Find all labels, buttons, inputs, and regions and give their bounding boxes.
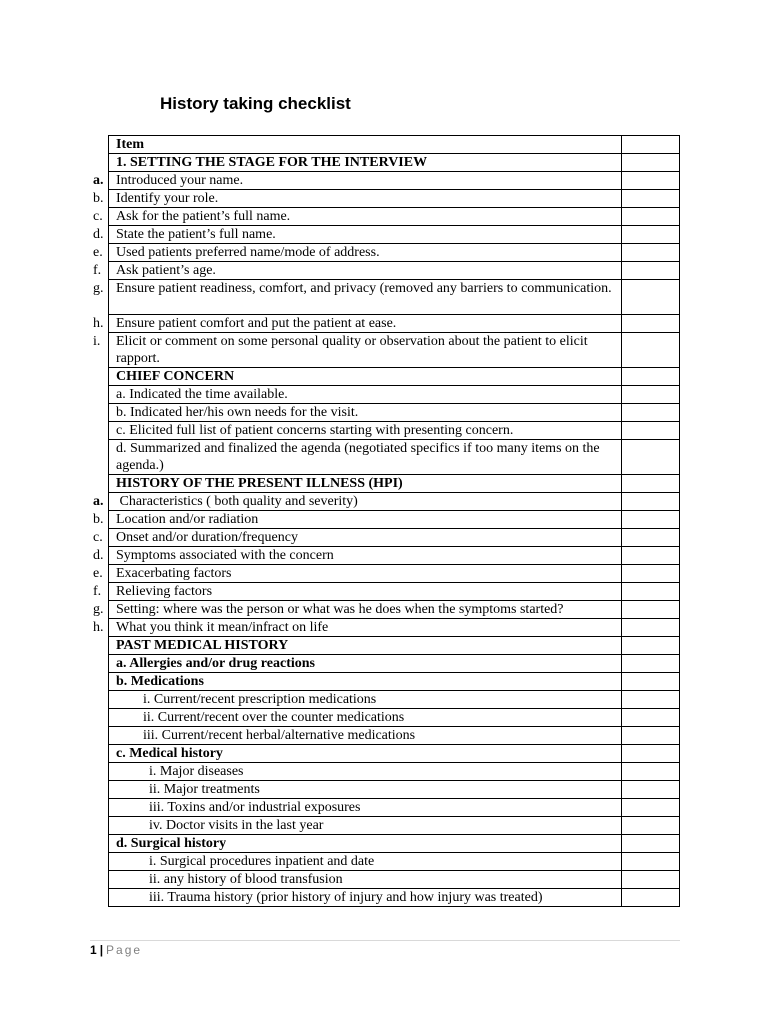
table-row — [109, 208, 680, 226]
check-cell[interactable] — [622, 655, 680, 673]
item-label: d. — [93, 548, 104, 563]
table-row — [109, 315, 680, 333]
table-row — [109, 511, 680, 529]
section-row — [109, 475, 680, 493]
item-cell: iii. Toxins and/or industrial exposures — [109, 799, 622, 817]
table-row — [109, 529, 680, 547]
check-cell[interactable] — [622, 637, 680, 655]
page-label: Page — [106, 943, 143, 957]
check-cell[interactable] — [622, 673, 680, 691]
item-cell — [93, 619, 622, 637]
table-row — [109, 172, 680, 190]
check-cell[interactable] — [622, 333, 680, 368]
check-cell[interactable] — [622, 565, 680, 583]
item-cell — [93, 511, 622, 529]
item-label: h. — [93, 620, 104, 635]
check-cell[interactable] — [622, 619, 680, 637]
item-cell: c. Elicited full list of patient concerns starting with presenting concern. — [109, 422, 622, 440]
item-text: State the patient’s full name. — [116, 227, 276, 242]
item-cell — [93, 244, 622, 262]
check-cell[interactable] — [622, 817, 680, 835]
check-cell[interactable] — [622, 511, 680, 529]
item-cell — [93, 315, 622, 333]
item-cell — [93, 190, 622, 208]
item-text: What you think it mean/infract on life — [116, 620, 329, 635]
subsection-heading: c. Medical history — [109, 745, 622, 763]
item-cell: a. Indicated the time available. — [109, 386, 622, 404]
checklist-table — [93, 135, 680, 907]
item-cell: i. Major diseases — [109, 763, 622, 781]
item-label: g. — [93, 602, 104, 617]
item-label: h. — [93, 316, 104, 331]
check-cell[interactable] — [622, 154, 680, 172]
check-cell[interactable] — [622, 368, 680, 386]
check-cell[interactable] — [622, 404, 680, 422]
table-row — [109, 404, 680, 422]
check-cell[interactable] — [622, 315, 680, 333]
item-cell — [93, 547, 622, 565]
check-cell[interactable] — [622, 889, 680, 907]
item-label: d. — [93, 227, 104, 242]
check-cell[interactable] — [622, 244, 680, 262]
item-text: Identify your role. — [116, 191, 219, 206]
item-cell: b. Indicated her/his own needs for the visit. — [109, 404, 622, 422]
item-cell — [93, 208, 622, 226]
item-text: Symptoms associated with the concern — [116, 548, 334, 563]
check-cell[interactable] — [622, 835, 680, 853]
table-row — [109, 565, 680, 583]
item-cell — [93, 226, 622, 244]
subsection-row — [109, 655, 680, 673]
item-cell: ii. Major treatments — [109, 781, 622, 799]
item-label: c. — [93, 209, 103, 224]
table-row — [109, 547, 680, 565]
item-text: Location and/or radiation — [116, 512, 259, 527]
item-label: e. — [93, 566, 103, 581]
section-row — [109, 637, 680, 655]
check-cell[interactable] — [622, 190, 680, 208]
item-cell: iv. Doctor visits in the last year — [109, 817, 622, 835]
check-cell[interactable] — [622, 853, 680, 871]
item-text: Elicit or comment on some personal quality or observation about the patient to elicit rapport. — [116, 334, 588, 366]
check-cell[interactable] — [622, 136, 680, 154]
item-label: f. — [93, 584, 102, 599]
table-row — [109, 817, 680, 835]
check-cell[interactable] — [622, 386, 680, 404]
check-cell[interactable] — [622, 493, 680, 511]
item-cell — [93, 601, 622, 619]
table-row — [109, 190, 680, 208]
table-row — [109, 709, 680, 727]
item-cell: i. Current/recent prescription medications — [109, 691, 622, 709]
table-row — [109, 333, 680, 368]
table-row — [109, 727, 680, 745]
check-cell[interactable] — [622, 440, 680, 475]
item-cell: iii. Current/recent herbal/alternative medications — [109, 727, 622, 745]
page-footer — [90, 943, 142, 957]
check-cell[interactable] — [622, 601, 680, 619]
item-label: e. — [93, 245, 103, 260]
item-text: Ensure patient readiness, comfort, and privacy (removed any barriers to communication. — [116, 281, 612, 296]
item-text: Setting: where was the person or what was he does when the symptoms started? — [116, 602, 564, 617]
check-cell[interactable] — [622, 691, 680, 709]
item-cell — [93, 493, 622, 511]
table-row — [109, 226, 680, 244]
item-cell — [93, 583, 622, 601]
check-cell[interactable] — [622, 583, 680, 601]
item-text: Ask patient’s age. — [116, 263, 216, 278]
table-row — [109, 386, 680, 404]
page-separator: | — [99, 943, 104, 957]
check-cell[interactable] — [622, 799, 680, 817]
table-row — [109, 244, 680, 262]
item-label: f. — [93, 263, 102, 278]
footer-divider — [90, 940, 680, 941]
section-row — [109, 368, 680, 386]
item-column-header: Item — [109, 136, 622, 154]
section-heading: 1. SETTING THE STAGE FOR THE INTERVIEW — [109, 154, 622, 172]
subsection-heading: d. Surgical history — [109, 835, 622, 853]
item-label: b. — [93, 512, 104, 527]
item-text: Onset and/or duration/frequency — [116, 530, 298, 545]
check-cell[interactable] — [622, 727, 680, 745]
subsection-heading: a. Allergies and/or drug reactions — [109, 655, 622, 673]
item-text: Introduced your name. — [116, 173, 244, 188]
item-cell: ii. any history of blood transfusion — [109, 871, 622, 889]
table-row — [109, 853, 680, 871]
subsection-row — [109, 835, 680, 853]
item-cell — [93, 529, 622, 547]
check-cell[interactable] — [622, 871, 680, 889]
item-label: a. — [93, 494, 104, 509]
check-cell[interactable] — [622, 172, 680, 190]
check-cell[interactable] — [622, 709, 680, 727]
item-cell: d. Summarized and finalized the agenda (negotiated specifics if too many items on the agenda.) — [109, 440, 622, 475]
table-row — [109, 691, 680, 709]
item-text: Used patients preferred name/mode of address. — [116, 245, 380, 260]
section-heading: HISTORY OF THE PRESENT ILLNESS (HPI) — [109, 475, 622, 493]
table-row — [109, 422, 680, 440]
item-cell: iii. Trauma history (prior history of injury and how injury was treated) — [109, 889, 622, 907]
item-cell: ii. Current/recent over the counter medications — [109, 709, 622, 727]
table-header-row — [109, 136, 680, 154]
item-label: i. — [93, 334, 101, 349]
table-row — [109, 601, 680, 619]
item-cell — [93, 333, 622, 368]
check-cell[interactable] — [622, 262, 680, 280]
item-text: Characteristics ( both quality and severity) — [116, 494, 358, 509]
check-cell[interactable] — [622, 226, 680, 244]
table-row — [109, 440, 680, 475]
section-heading: PAST MEDICAL HISTORY — [109, 637, 622, 655]
check-cell[interactable] — [622, 745, 680, 763]
table-row — [109, 781, 680, 799]
item-cell — [93, 172, 622, 190]
table-row — [109, 889, 680, 907]
subsection-row — [109, 673, 680, 691]
item-cell — [93, 262, 622, 280]
item-cell — [93, 280, 622, 315]
item-label: c. — [93, 530, 103, 545]
table-row — [109, 871, 680, 889]
check-cell[interactable] — [622, 475, 680, 493]
item-cell — [93, 565, 622, 583]
item-text: Ensure patient comfort and put the patient at ease. — [116, 316, 397, 331]
table-row — [109, 799, 680, 817]
document-title: History taking checklist — [160, 94, 351, 113]
subsection-heading: b. Medications — [109, 673, 622, 691]
table-row — [109, 280, 680, 315]
check-cell[interactable] — [622, 547, 680, 565]
section-heading: CHIEF CONCERN — [109, 368, 622, 386]
check-cell[interactable] — [622, 422, 680, 440]
item-text: Ask for the patient’s full name. — [116, 209, 291, 224]
item-text: Exacerbating factors — [116, 566, 232, 581]
page-number: 1 — [90, 943, 97, 957]
item-cell: i. Surgical procedures inpatient and date — [109, 853, 622, 871]
item-label: g. — [93, 281, 104, 296]
check-cell[interactable] — [622, 208, 680, 226]
section-row — [109, 154, 680, 172]
check-cell[interactable] — [622, 781, 680, 799]
check-cell[interactable] — [622, 280, 680, 315]
table-row — [109, 262, 680, 280]
item-text: Relieving factors — [116, 584, 213, 599]
subsection-row — [109, 745, 680, 763]
item-label: b. — [93, 191, 104, 206]
check-cell[interactable] — [622, 763, 680, 781]
table-row — [109, 493, 680, 511]
check-cell[interactable] — [622, 529, 680, 547]
item-label: a. — [93, 173, 104, 188]
table-row — [109, 583, 680, 601]
table-row — [109, 763, 680, 781]
table-row — [109, 619, 680, 637]
